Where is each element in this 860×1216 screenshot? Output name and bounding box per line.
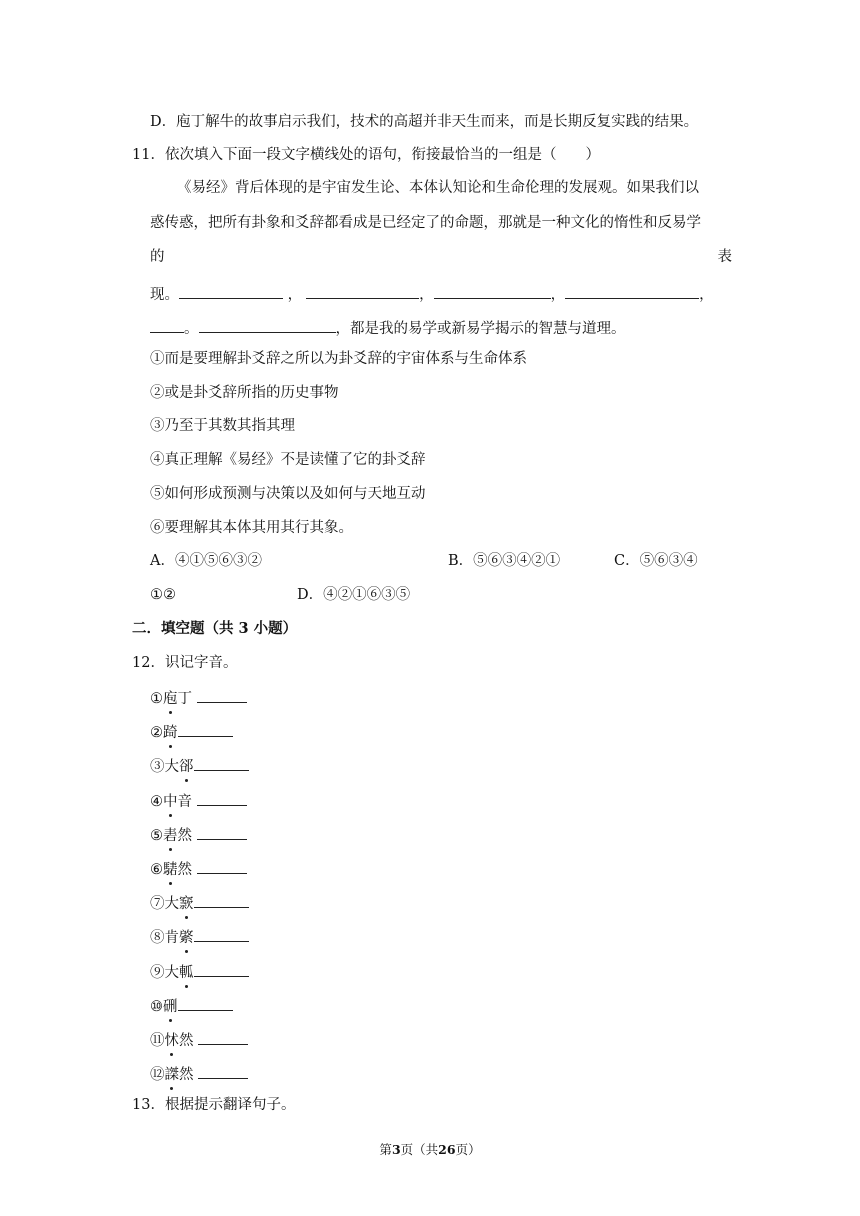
q13-stem: 13．根据提示翻译句子。 xyxy=(132,1097,296,1113)
item-prefix: 大 xyxy=(164,896,179,912)
dotted-character: 踦 xyxy=(163,725,178,741)
dotted-character: 郤 xyxy=(179,759,194,775)
answer-blank-3 xyxy=(434,282,551,299)
footer-page-number: 3 xyxy=(391,1142,401,1157)
item-number: ⑦ xyxy=(150,896,165,912)
item-number: ⑥ xyxy=(150,862,163,878)
item-prefix: 大 xyxy=(164,759,179,775)
answer-blank xyxy=(194,754,249,771)
footer-suffix: 页） xyxy=(455,1142,481,1157)
blank-separator-5: 。 xyxy=(184,321,199,337)
dotted-character: 騞 xyxy=(163,862,178,878)
q12-item xyxy=(150,686,247,709)
q12-item xyxy=(150,789,247,812)
item-number: ⑤ xyxy=(150,828,163,844)
q12-item xyxy=(150,891,249,914)
q12-item xyxy=(150,1028,248,1051)
answer-blank-5 xyxy=(150,316,184,333)
item-suffix: 然 xyxy=(179,1033,199,1049)
footer-middle: 页（共 xyxy=(400,1142,439,1157)
blank-separator-1: ， xyxy=(283,287,303,303)
answer-blank-4 xyxy=(565,282,699,299)
answer-blank xyxy=(194,925,249,942)
q11-option-c-continued: ①② xyxy=(150,587,176,603)
q11-statement-6: ⑥要理解其本体其用其行其象。 xyxy=(150,520,353,536)
dotted-character: 庖 xyxy=(163,691,178,707)
blank-separator-3: ， xyxy=(550,287,566,303)
item-number: ④ xyxy=(150,794,163,810)
q11-statement-5: ⑤如何形成预测与决策以及如何与天地互动 xyxy=(150,486,426,502)
answer-blank xyxy=(198,1062,248,1079)
footer-total-pages: 26 xyxy=(438,1142,456,1157)
item-number: ① xyxy=(150,691,163,707)
q12-item xyxy=(150,754,249,777)
item-suffix: 然 xyxy=(179,1067,199,1083)
answer-blank xyxy=(197,686,247,703)
q11-statement-4: ④真正理解《易经》不是读懂了它的卦爻辞 xyxy=(150,452,426,468)
answer-blank-2 xyxy=(306,282,419,299)
section-2-title: 二．填空题（共 3 小题） xyxy=(132,620,298,637)
item-number: ⑫ xyxy=(150,1067,165,1083)
dotted-character: 中 xyxy=(163,794,178,810)
passage-line-5-end: ，都是我的易学或新易学揭示的智慧与道理。 xyxy=(335,321,626,337)
page-footer xyxy=(0,1140,860,1158)
passage-line-3-left: 的 xyxy=(150,249,165,265)
answer-blank-1 xyxy=(179,282,283,299)
q11-option-c: C．⑤⑥③④ xyxy=(614,553,698,569)
answer-blank xyxy=(178,994,233,1011)
q11-stem: 11．依次填入下面一段文字横线处的语句，衔接最恰当的一组是（ ） xyxy=(132,147,600,163)
q11-statement-1: ①而是要理解卦爻辞之所以为卦爻辞的宇宙体系与生命体系 xyxy=(150,351,527,367)
dotted-character: 謋 xyxy=(164,1067,179,1083)
dotted-character: 砉 xyxy=(163,828,178,844)
item-number: ⑧ xyxy=(150,930,165,946)
answer-blank-6 xyxy=(199,316,336,333)
answer-blank xyxy=(198,1028,248,1045)
footer-prefix: 第 xyxy=(379,1142,392,1157)
q11-option-b: B．⑤⑥③④②① xyxy=(448,553,561,569)
q12-item xyxy=(150,823,247,846)
q11-passage-line-1: 《易经》背后体现的是宇宙发生论、本体认知论和生命伦理的发展观。如果我们以 xyxy=(177,180,699,196)
dotted-character: 窾 xyxy=(179,896,194,912)
answer-blank xyxy=(194,891,249,908)
item-suffix: 音 xyxy=(177,794,197,810)
dotted-character: 軱 xyxy=(179,965,194,981)
dotted-character: 綮 xyxy=(179,930,194,946)
passage-line-4-start: 现。 xyxy=(150,287,179,303)
q11-option-a: A．④①⑤⑥③② xyxy=(150,553,262,569)
q11-option-d: D．④②①⑥③⑤ xyxy=(297,587,411,603)
q12-item xyxy=(150,925,249,948)
item-suffix: 丁 xyxy=(177,691,197,707)
q11-passage-line-3 xyxy=(150,247,732,267)
q11-passage-line-5 xyxy=(150,316,626,339)
item-suffix: 然 xyxy=(177,828,197,844)
blank-separator-2: ， xyxy=(419,287,434,303)
item-prefix: 大 xyxy=(164,965,179,981)
q12-item xyxy=(150,960,249,983)
q12-stem: 12．识记字音。 xyxy=(132,655,238,671)
answer-blank xyxy=(197,857,247,874)
item-prefix: 肯 xyxy=(164,930,179,946)
passage-line-3-right: 表 xyxy=(717,249,732,265)
item-number: ③ xyxy=(150,759,165,775)
q12-item xyxy=(150,720,233,743)
dotted-character: 怵 xyxy=(164,1033,179,1049)
q11-passage-line-2: 惑传惑，把所有卦象和爻辞都看成是已经定了的命题，那就是一种文化的惰性和反易学 xyxy=(150,215,701,231)
item-suffix: 然 xyxy=(177,862,197,878)
item-number: ⑩ xyxy=(150,999,163,1015)
answer-blank xyxy=(197,823,247,840)
q12-item xyxy=(150,1062,248,1085)
q11-passage-line-4 xyxy=(150,282,714,305)
q12-item xyxy=(150,857,247,880)
answer-blank xyxy=(197,789,247,806)
q11-statement-2: ②或是卦爻辞所指的历史事物 xyxy=(150,385,339,401)
q11-statement-3: ③乃至于其数其指其理 xyxy=(150,418,295,434)
dotted-character: 硎 xyxy=(163,999,178,1015)
item-number: ⑨ xyxy=(150,965,165,981)
answer-blank xyxy=(178,720,233,737)
blank-separator-4: ， xyxy=(699,287,714,303)
q10-option-d: D．庖丁解牛的故事启示我们，技术的高超并非天生而来，而是长期反复实践的结果。 xyxy=(150,114,699,130)
q12-item xyxy=(150,994,233,1017)
item-number: ⑪ xyxy=(150,1033,165,1049)
answer-blank xyxy=(194,960,249,977)
item-number: ② xyxy=(150,725,163,741)
